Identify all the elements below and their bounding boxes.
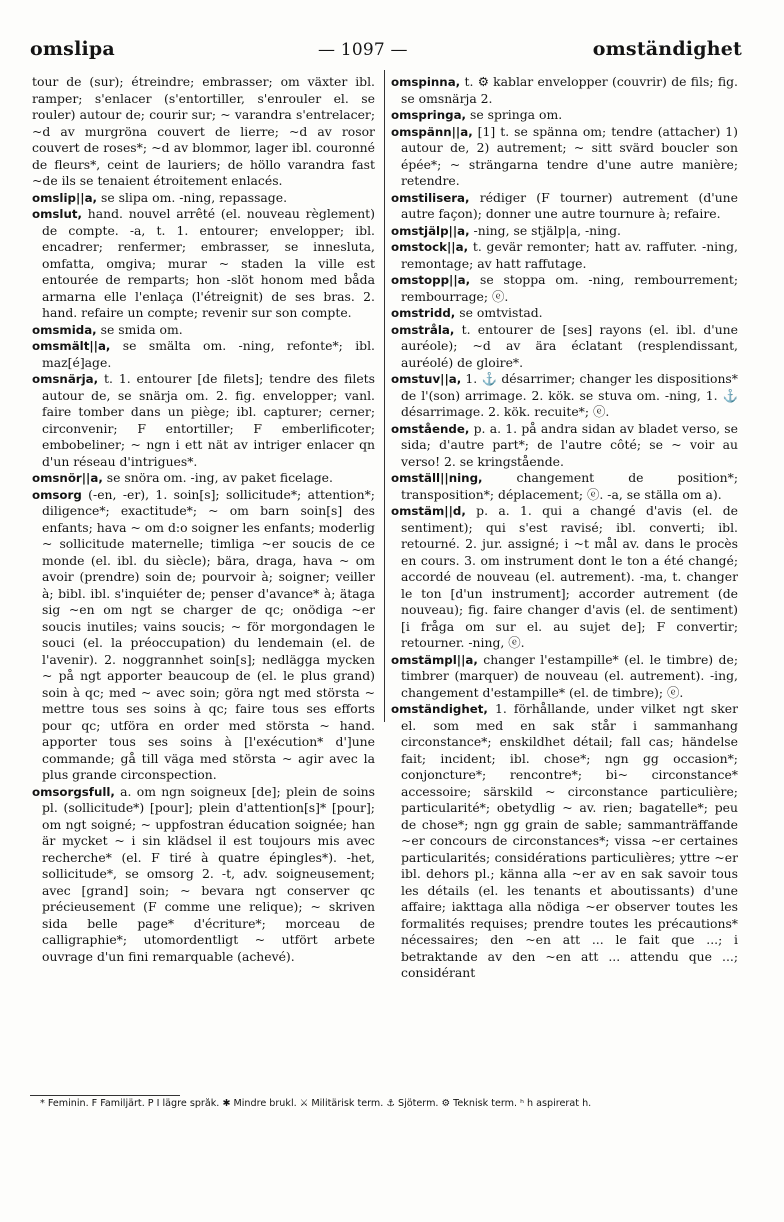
page-number: — 1097 — bbox=[318, 40, 408, 60]
entry-headword: omständighet, bbox=[391, 702, 488, 716]
dictionary-entry bbox=[391, 470, 738, 503]
dictionary-entry bbox=[32, 322, 375, 339]
entry-headword: omslip||a, bbox=[32, 190, 98, 205]
entry-definition: t. 1. entourer [de filets]; tendre des filets autour de, se snärja om. 2. fig. envelopper; vanl. faire tomber dans un piège; ibl. capturer; cerner; circonvenir; F entortiller; F emberlificoter; embobeliner; ~ ngn i ett nät av intriger enlacer qn d'un réseau d'intrigues*. bbox=[42, 371, 375, 469]
dictionary-entry bbox=[32, 371, 375, 470]
entry-definition: se slipa om. -ning, repassage. bbox=[97, 189, 288, 205]
entry-headword: omstämpl||a, bbox=[391, 652, 478, 667]
dictionary-entry bbox=[391, 190, 738, 223]
entry-definition: hand. nouvel arrêté (el. nouveau règlement) de compte. -a, t. 1. entourer; envelopper; ibl. encadrer; renfermer; embrasser, se innesluta, omfatta, omgiva; murar ~ staden la ville est entourée de remparts; hon -slöt honom med båda armarna elle l'enlaça (l'étreignit) de ses bras. 2. hand. refaire un compte; revenir sur son compte. bbox=[42, 206, 375, 320]
dictionary-entry bbox=[391, 107, 738, 124]
entry-headword: omsorg bbox=[32, 487, 82, 502]
entry-headword: omstilisera, bbox=[391, 190, 470, 205]
entry-headword: omsnör||a, bbox=[32, 471, 103, 485]
column-divider bbox=[384, 70, 385, 722]
dictionary-entry bbox=[391, 652, 738, 702]
dictionary-entry bbox=[391, 305, 738, 322]
dictionary-entry bbox=[32, 487, 375, 784]
dictionary-entry bbox=[391, 421, 738, 471]
entry-definition: se springa om. bbox=[466, 107, 563, 122]
entry-definition: p. a. 1. qui a changé d'avis (el. de sentiment); qui s'est ravisé; ibl. converti; ibl. retourné. 2. jur. assigné; i ~t mål av. dans le procès en cours. 3. om instrument dont le ton a été changé; accordé de nouveau (el. autrement). -ma, t. changer le ton [d'un instrument]; accorder autrement (de nouveau); fig. faire changer d'avis (el. de sentiment) [i fråga om sur el. au sujet de]; F convertir; retourner. -ning, ⓔ. bbox=[401, 503, 738, 650]
entry-definition: a. om ngn soigneux [de]; plein de soins pl. (sollicitude*) [pour]; plein d'attention[s]* [pour]; om ngt soigné; ~ uppfostran éducation soignée; han är mycket ~ i sin klädsel il est toujours mis avec recherche* (el. F tiré à quatre épingles*). -het, sollicitude*, se omsorg 2. -t, adv. soigneusement; avec [grand] soin; ~ bevara ngt conserver qc précieusement (F comme une relique); ~ skriven sida belle page* d'écriture*; morceau de calligraphie*; utomordentligt ~ utfört arbete ouvrage d'un fini remarquable (achevé). bbox=[42, 783, 375, 964]
entry-definition: se smälta om. -ning, refonte*; ibl. maz[é]age. bbox=[42, 338, 375, 370]
dictionary-entry bbox=[32, 190, 375, 207]
entry-definition: se smida om. bbox=[96, 321, 183, 337]
dictionary-entry bbox=[32, 74, 375, 190]
dictionary-entry bbox=[391, 503, 738, 652]
dictionary-entry bbox=[391, 701, 738, 982]
dictionary-entry bbox=[391, 74, 738, 107]
entry-definition: se omtvistad. bbox=[455, 305, 543, 320]
dictionary-entry bbox=[391, 272, 738, 305]
entry-definition: t. entourer de [ses] rayons (el. ibl. d'une auréole); ~d av ära éclatant (resplendissant, auréolé) de gloire*. bbox=[401, 321, 738, 370]
dictionary-entry bbox=[391, 239, 738, 272]
entry-definition: changement de position*; transposition*; déplacement; ⓔ. -a, se ställa om a). bbox=[401, 470, 738, 502]
entry-headword: omsorgsfull, bbox=[32, 784, 115, 799]
entry-headword: omstock||a, bbox=[391, 240, 469, 254]
entry-definition: -ning, se stjälp|a, -ning. bbox=[469, 222, 621, 238]
entry-definition: p. a. 1. på andra sidan av bladet verso, se sida; d'autre part*; de l'autre côté; se ~ voir au verso! 2. se kringstående. bbox=[401, 420, 738, 469]
entry-headword: omsmida, bbox=[32, 322, 97, 337]
entry-definition: rédiger (F tourner) autrement (d'une autre façon); donner une autre tournure à; refaire. bbox=[401, 189, 738, 221]
dictionary-entry bbox=[391, 223, 738, 240]
entry-headword: omstuv||a, bbox=[391, 372, 462, 386]
entry-headword: omstjälp||a, bbox=[391, 223, 470, 238]
entry-definition: 1. ⚓ désarrimer; changer les dispositions* de l'(son) arrimage. 2. kök. se stuva om. -ning, 1. ⚓ désarrimage. 2. kök. recuite*; ⓔ. bbox=[401, 371, 738, 419]
entry-headword: omsnärja, bbox=[32, 372, 99, 386]
entry-headword: omspinna, bbox=[391, 75, 461, 89]
left-column bbox=[32, 74, 375, 1094]
dictionary-entry bbox=[32, 470, 375, 487]
entry-headword: omslut, bbox=[32, 207, 82, 221]
dictionary-entry bbox=[32, 338, 375, 371]
right-column bbox=[391, 74, 738, 1094]
entry-headword: omstopp||a, bbox=[391, 273, 471, 287]
footnote-rule bbox=[30, 1095, 180, 1096]
entry-definition: t. ⚙ kablar envelopper (couvrir) de fils; fig. se omsnärja 2. bbox=[401, 74, 738, 106]
dictionary-entry bbox=[391, 322, 738, 372]
dictionary-entry bbox=[391, 124, 738, 190]
entry-definition: (-en, -er), 1. soin[s]; sollicitude*; attention*; diligence*; exactitude*; ~ om barn soin[s] des enfants; hava ~ om d:o soigner les enfants; moderlig ~ sollicitude maternelle; timliga ~er soucis de ce monde (el. ibl. du siècle); bära, draga, hava ~ om avoir (prendre) soin de; pourvoir à; soigner; veiller à; bibl. ibl. s'inquiéter de; penser d'avance* à; ätaga sig ~en om ngt se charger de qc; onödiga ~er soucis inutiles; vains soucis; ~ för morgondagen le souci (el. la préoccupation) du lendemain (el. de l'avenir). 2. noggrannhet soin[s]; nedlägga mycken ~ på ngt apporter beaucoup de (el. le plus grand) soin à qc; med ~ avec soin; göra ngt med största ~ mettre tous ses soins à qc; faire tous ses efforts pour qc; utföra en order med största ~ hand. apporter tous ses soins à [l'exécution* d']une commande; gå till väga med största ~ agir avec la plus grande circonspection. bbox=[42, 486, 375, 782]
entry-definition: se snöra om. -ing, av paket ficelage. bbox=[102, 470, 333, 485]
entry-headword: omspänn||a, bbox=[391, 124, 473, 139]
entry-definition: se stoppa om. -ning, rembourrement; rembourrage; ⓔ. bbox=[401, 272, 738, 304]
entry-definition: tour de (sur); étreindre; embrasser; om växter ibl. ramper; s'enlacer (s'entortiller, s'enrouler el. se rouler) autour de; courir sur; ~ varandra s'entrelacer; ~d av murgröna couvert de lierre; ~d av rosor couvert de roses*; ~d av blommor, lager ibl. couronné de fleurs*, ceint de lauriers; de höllo varandra fast ~de ils se tenaient étroitement enlacés. bbox=[32, 74, 375, 188]
dictionary-entry bbox=[391, 371, 738, 421]
abbreviation-footnote: * Feminin. F Familjärt. P I lägre språk. ✱ Mindre brukl. ⚔ Militärisk term. ⚓ Sjöterm. ⚙ Teknisk term. ʰ h aspirerat h. bbox=[40, 1098, 592, 1109]
dictionary-entry bbox=[32, 206, 375, 322]
entry-definition: t. gevär remonter; hatt av. raffuter. -ning, remontage; av hatt raffutage. bbox=[401, 239, 738, 271]
entry-headword: omställ||ning, bbox=[391, 471, 483, 485]
entry-headword: omsmält||a, bbox=[32, 339, 111, 353]
entry-headword: omstridd, bbox=[391, 306, 456, 320]
entry-definition: changer l'estampille* (el. le timbre) de; timbrer (marquer) de nouveau (el. autrement). -ing, changement d'estampille* (el. de timbre); ⓔ. bbox=[401, 651, 738, 700]
running-head-right: omständighet bbox=[592, 38, 742, 60]
entry-headword: omstående, bbox=[391, 421, 470, 436]
entry-definition: [1] t. se spänna om; tendre (attacher) 1) autour de, 2) autrement; ~ sitt svärd boucler son épée*; ~ strängarna tendre d'une autre manière; retendre. bbox=[401, 123, 738, 188]
dictionary-entry bbox=[32, 784, 375, 966]
entry-definition: 1. förhållande, under vilket ngt sker el. som med en sak står i sammanhang circonstance*; enskildhet détail; fall cas; händelse fait; incident; ibl. chose*; ngn gg occasion*; conjoncture*; rencontre*; bi~ circonstance* accessoire; särskild ~ circonstance particulière; particularité*; obetydlig ~ av. rien; bagatelle*; peu de chose*; ngn gg grain de sable; sammanträffande ~er concours de circonstances*; vissa ~er certaines particularités; considérations particulières; yttre ~er ibl. dehors pl.; känna alla ~er av en sak savoir tous les détails (el. les tenants et aboutissants) d'une affaire; iakttaga alla nödiga ~er observer toutes les formalités requises; prendre toutes les précautions* nécessaires; den ~en att ... le fait que ...; i betraktande av den ~en att ... attendu que ...; considérant bbox=[401, 701, 738, 980]
running-head-left: omslipa bbox=[30, 38, 115, 60]
entry-headword: omstråla, bbox=[391, 322, 455, 337]
entry-headword: omspringa, bbox=[391, 108, 467, 122]
entry-headword: omstäm||d, bbox=[391, 504, 466, 518]
